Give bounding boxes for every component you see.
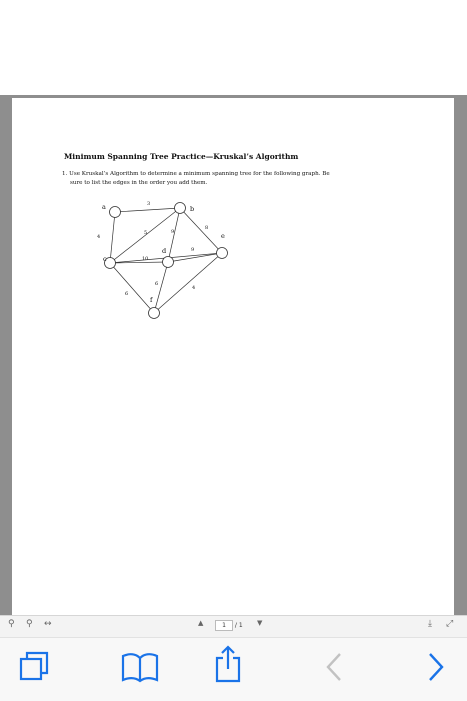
- zoom-in-icon[interactable]: ⚲: [26, 619, 33, 629]
- graph-node-b: [175, 203, 186, 214]
- edge-d-f: [154, 262, 168, 313]
- edge-weight-d-e: 9: [191, 247, 195, 253]
- edge-weight-f-e: 4: [192, 285, 196, 291]
- edge-weight-a-b: 3: [147, 201, 151, 207]
- question-text-line1: 1. Use Kruskal’s Algorithm to determine a minimum spanning tree for the following graph. Be: [62, 171, 330, 177]
- bookmarks-icon[interactable]: [120, 650, 160, 684]
- graph-node-d: [163, 257, 174, 268]
- graph-node-e: [217, 248, 228, 259]
- edge-d-e: [168, 253, 222, 262]
- node-label-f: f: [150, 296, 153, 304]
- edge-weight-d-b: 9: [171, 229, 175, 235]
- edge-weight-c-f: 6: [125, 291, 129, 297]
- edge-b-e: [180, 208, 222, 253]
- edge-weight-d-f: 6: [155, 281, 159, 287]
- tabs-icon[interactable]: [18, 650, 52, 684]
- page-navigator: [215, 620, 243, 631]
- edge-weight-c-d: 10: [142, 256, 149, 262]
- forward-arrow-icon[interactable]: [424, 650, 448, 684]
- graph-node-f: [149, 308, 160, 319]
- back-arrow-icon[interactable]: [322, 650, 346, 684]
- edge-a-b: [115, 208, 180, 212]
- page-number-input[interactable]: 1: [215, 620, 233, 631]
- edge-c-f: [110, 263, 154, 313]
- page-total: / 1: [234, 622, 243, 629]
- question-text-line2: sure to list the edges in the order you add them.: [70, 180, 208, 186]
- fullscreen-icon[interactable]: ⤢: [446, 619, 454, 629]
- download-icon[interactable]: ⤓: [428, 619, 432, 629]
- prev-page-icon[interactable]: ▲: [198, 619, 204, 627]
- edge-weight-c-b: 5: [144, 230, 148, 236]
- page-title: Minimum Spanning Tree Practice—Kruskal’s Algorithm: [64, 152, 299, 161]
- node-label-d: d: [162, 247, 167, 255]
- next-page-icon[interactable]: ▼: [257, 619, 263, 627]
- edge-weight-a-c: 4: [97, 234, 101, 240]
- zoom-out-icon[interactable]: ⚲: [8, 619, 15, 629]
- share-icon[interactable]: [213, 644, 243, 684]
- graph-node-a: [110, 207, 121, 218]
- node-label-e: e: [221, 232, 225, 240]
- node-label-b: b: [190, 205, 195, 213]
- node-label-c: c: [103, 255, 107, 263]
- browser-bottom-bar: [0, 637, 467, 701]
- edge-a-c: [110, 212, 115, 263]
- node-label-a: a: [102, 203, 106, 211]
- pdf-toolbar: [0, 615, 467, 638]
- edge-weight-b-e: 8: [205, 225, 209, 231]
- fit-width-icon[interactable]: ↔: [44, 619, 52, 629]
